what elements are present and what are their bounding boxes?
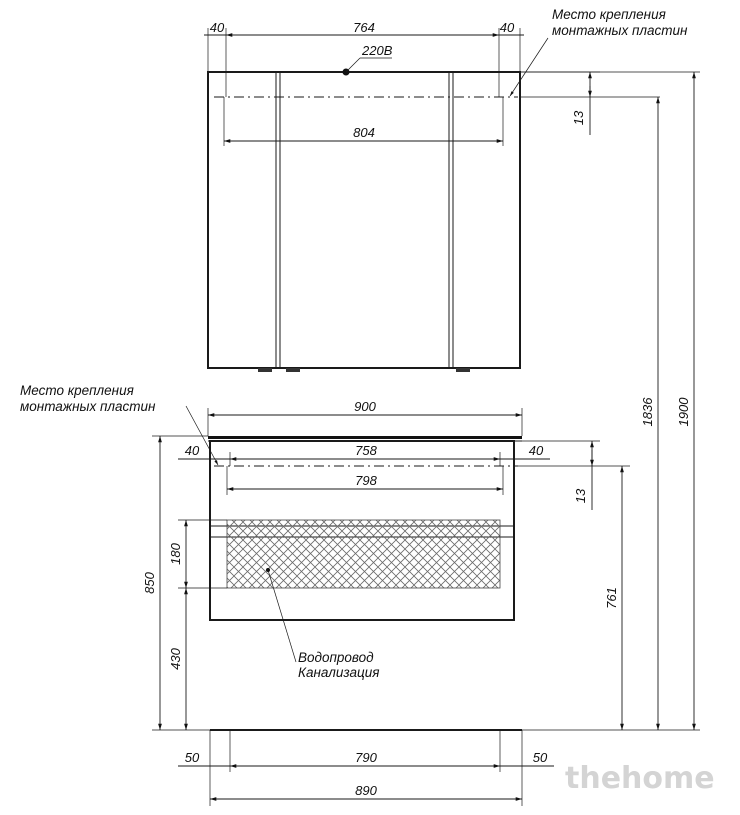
top-mount-note — [510, 7, 688, 96]
dim-vanity-left-offset: 40 — [184, 443, 200, 458]
plumbing-zone — [227, 520, 500, 588]
dim-plumbing-zone-height: 180 — [168, 543, 183, 565]
dim-vanity-plate-span: 798 — [355, 473, 377, 488]
vanity-countertop — [208, 436, 522, 439]
top-mount-note-line1: Место крепления — [552, 7, 666, 22]
top-width-dimension — [204, 20, 524, 97]
bottom-width-dimension — [178, 730, 554, 806]
top-plate-span-dimension — [224, 97, 503, 146]
dim-vanity-inner-width: 758 — [355, 443, 377, 458]
vanity-plate-span-dimension — [227, 466, 503, 495]
vanity-mount-note-line1: Место крепления — [20, 383, 134, 398]
vanity-mount-note-line2: монтажных пластин — [20, 399, 156, 414]
cabinet-foot — [258, 368, 272, 372]
dim-top-plate-span: 804 — [353, 125, 375, 140]
service-label-water: Водопровод — [298, 650, 374, 665]
dim-bottom-total: 890 — [355, 783, 377, 798]
cabinet-foot — [286, 368, 300, 372]
dim-vanity-plate-drop: 13 — [573, 488, 588, 504]
dim-top-left-offset: 40 — [209, 20, 225, 35]
dim-top-inner-width: 764 — [353, 20, 375, 35]
dim-top-right-offset: 40 — [499, 20, 515, 35]
cabinet-foot — [456, 368, 470, 372]
dim-top-plate-drop: 13 — [571, 110, 586, 126]
vanity-top-width-dimension — [208, 399, 522, 436]
dim-bottom-left: 50 — [184, 750, 200, 765]
vanity-unit — [208, 436, 600, 730]
dim-bottom-right: 50 — [532, 750, 548, 765]
top-mount-note-leader — [510, 38, 548, 96]
dim-overall-height: 1900 — [676, 397, 691, 427]
vanity-mount-height-dimension — [522, 466, 630, 730]
vanity-inner-width-dimension — [178, 443, 550, 466]
dim-vanity-mount-height: 761 — [604, 587, 619, 609]
service-label-sewer: Канализация — [298, 665, 380, 680]
dim-vanity-right-offset: 40 — [528, 443, 544, 458]
dim-plumbing-zone-floor: 430 — [168, 648, 183, 670]
overall-height-dimensions — [520, 72, 700, 730]
power-callout — [346, 43, 393, 72]
dim-mirror-plate-height: 1836 — [640, 397, 655, 427]
dim-bottom-center: 790 — [355, 750, 377, 765]
top-plate-drop-dimension — [520, 72, 600, 135]
watermark-logo: thehome — [565, 761, 715, 796]
mirror-cabinet — [208, 69, 660, 373]
dim-vanity-top-width: 900 — [354, 399, 376, 414]
plumbing-zone-height-dimension — [168, 520, 227, 730]
top-mount-note-line2: монтажных пластин — [552, 23, 688, 38]
vanity-total-height-dimension — [142, 436, 208, 730]
dim-vanity-total-height: 850 — [142, 572, 157, 594]
power-label: 220В — [362, 43, 393, 58]
cabinet-outline — [208, 72, 520, 368]
